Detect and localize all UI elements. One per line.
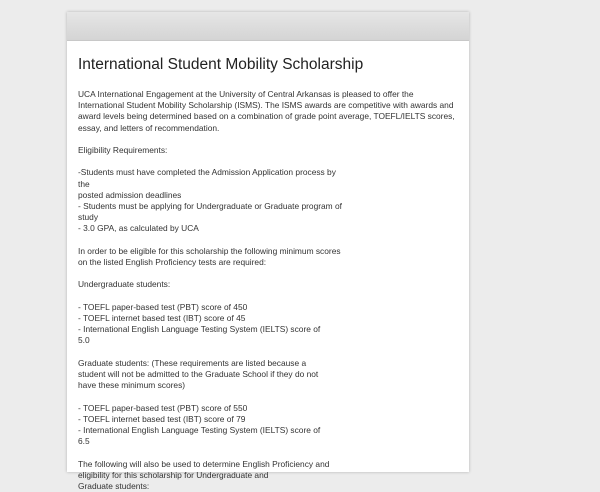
- graduate-requirements: - TOEFL paper-based test (PBT) score of 550 - TOEFL internet based test (IBT) score of 79 - International English Language Testing System (IELTS) score of 6.5: [78, 402, 321, 447]
- eligibility-heading: Eligibility Requirements:: [78, 145, 168, 155]
- eligibility-list: -Students must have completed the Admission Application process by the posted admission deadlines - Students must be applying for Undergraduate or Graduate program of study - 3.0 GPA, as calculated by UCA: [78, 167, 342, 234]
- undergraduate-heading: Undergraduate students:: [78, 279, 171, 290]
- following-paragraph: The following will also be used to determine English Proficiency and eligibility for this scholarship for Undergraduate and Graduate students:: [78, 458, 330, 491]
- graduate-heading: Graduate students: (These requirements are listed because a student will not be admitted to the Graduate School if they do not have these minimum scores): [78, 357, 319, 391]
- min-scores-paragraph: In order to be eligible for this scholarship the following minimum scores on the listed English Proficiency tests are required:: [78, 245, 341, 267]
- undergraduate-requirements: - TOEFL paper-based test (PBT) score of 450 - TOEFL internet based test (IBT) score of 45 - International English Language Testing System (IELTS) score of 5.0: [78, 301, 321, 346]
- page-title: International Student Mobility Scholarship: [78, 56, 364, 73]
- card-header-bar: [67, 12, 469, 41]
- page-card: [67, 12, 469, 491]
- page-content: [67, 55, 469, 492]
- intro-paragraph: UCA International Engagement at the University of Central Arkansas is pleased to offer the International Student Mobility Scholarship (ISMS). The ISMS awards are competitive with awards and award levels being determined based on a combination of grade point average, TOEFL/IELTS scores, essay, and letters of recommendation.: [78, 89, 455, 133]
